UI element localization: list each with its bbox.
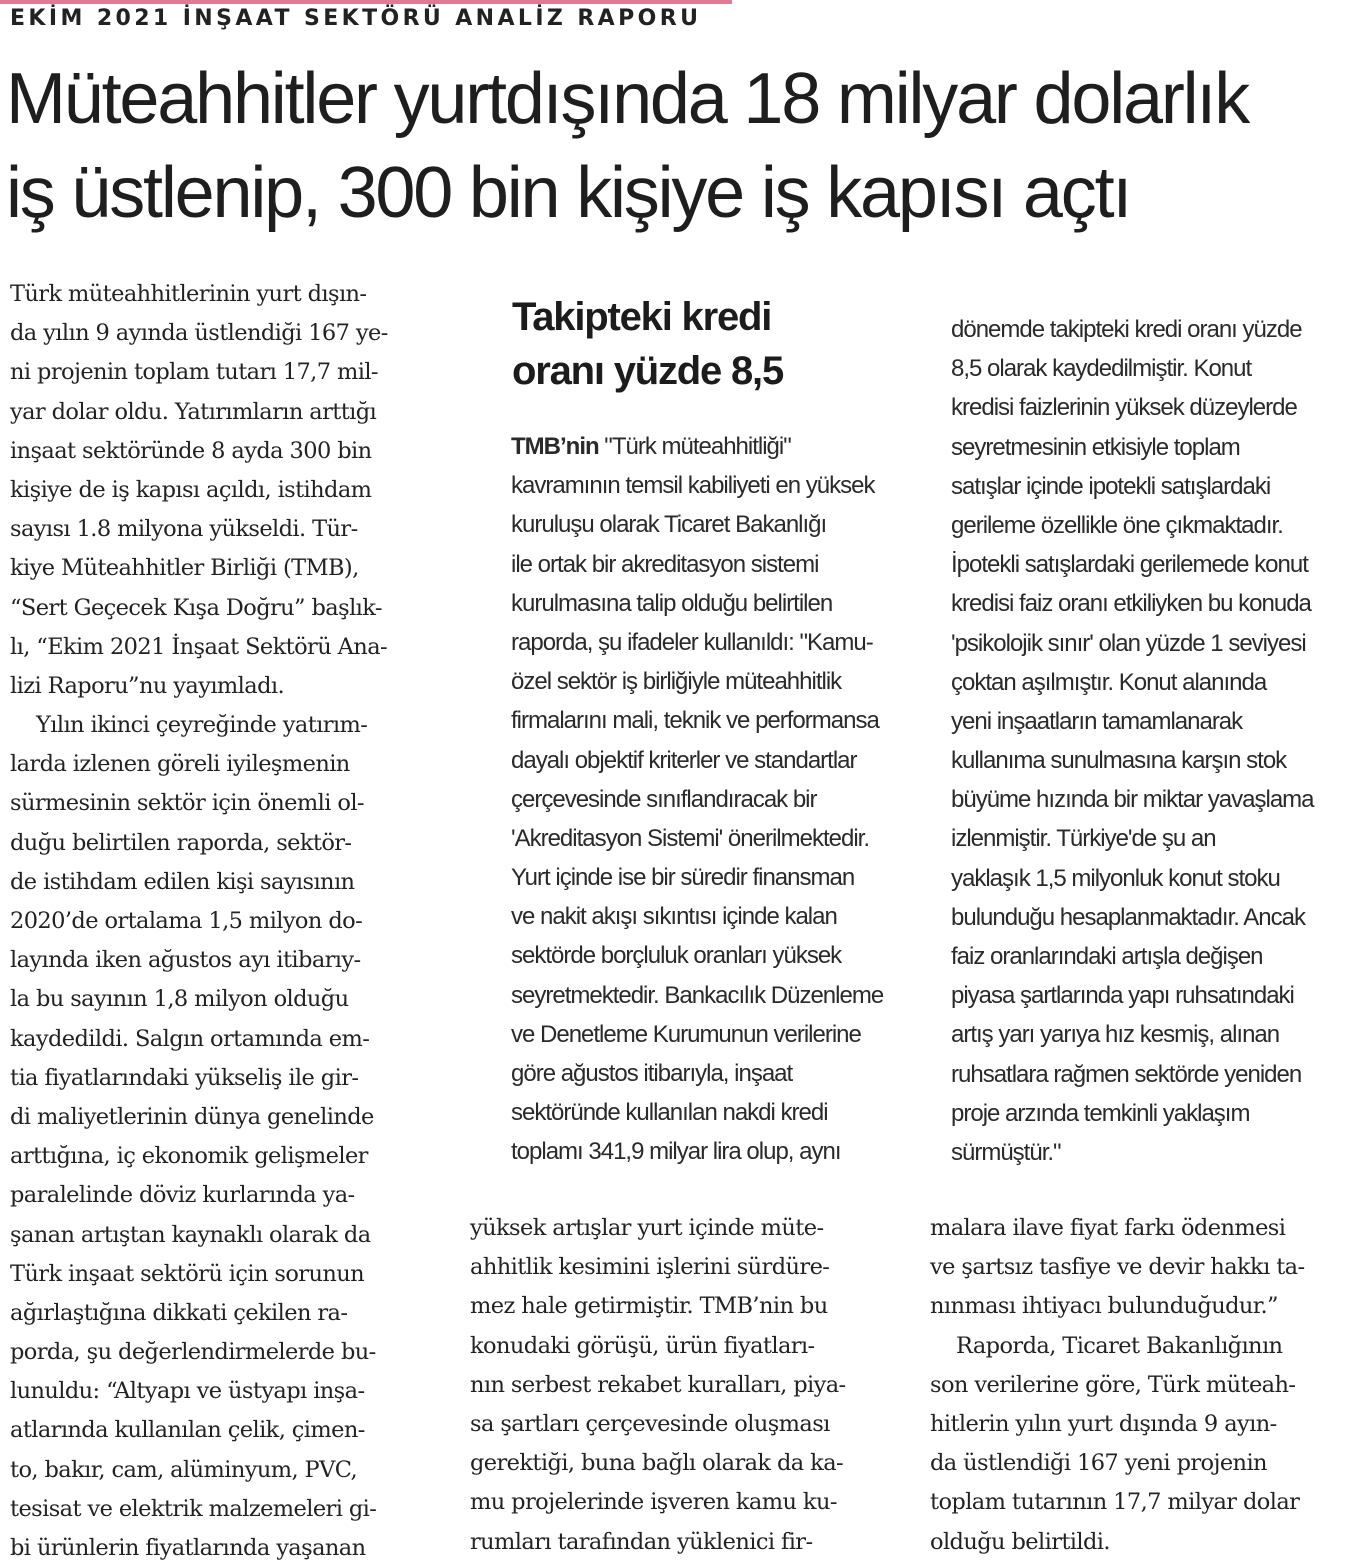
text-line: to, bakır, cam, alüminyum, PVC, [10, 1456, 358, 1483]
text-line: da yılın 9 ayında üstlendiği 167 ye- [10, 320, 388, 347]
text-line: sürmesinin sektör için önemli ol- [10, 790, 364, 817]
text-line: ahhitlik kesimini işlerini sürdüre- [470, 1254, 830, 1281]
text-line: lunuldu: “Altyapı ve üstyapı inşa- [10, 1378, 365, 1405]
text-line: konudaki görüşü, ürün fiyatları- [470, 1332, 815, 1359]
text-line: ni projenin toplam tutarı 17,7 mil- [10, 359, 378, 386]
text-line: bi ürünlerin fiyatlarında yaşanan [10, 1535, 366, 1561]
text-line: artış yarı yarıya hız kesmiş, alınan [951, 1021, 1280, 1049]
text-line: ağırlaştığına dikkati çekilen ra- [10, 1299, 348, 1326]
text-line: “Sert Geçecek Kışa Doğru” başlık- [10, 594, 382, 621]
text-line: seyretmesinin etkisiyle toplam [951, 433, 1240, 461]
text-line: 'psikolojik sınır' olan yüzde 1 seviyesi [951, 629, 1306, 657]
text-line: büyüme hızında bir miktar yavaşlama [951, 786, 1314, 814]
text-line: yaklaşık 1,5 milyonluk konut stoku [951, 864, 1280, 892]
text-line: lı, “Ekim 2021 İnşaat Sektörü Ana- [10, 633, 388, 660]
article-column-1 [10, 275, 436, 1568]
text-line: kuruluşu olarak Ticaret Bakanlığı [511, 511, 827, 539]
text-line: göre ağustos itibarıyla, inşaat [511, 1060, 793, 1087]
text-line: duğu belirtilen raporda, sektör- [10, 829, 352, 856]
text-line: piyasa şartlarında yapı ruhsatındaki [951, 982, 1294, 1010]
text-line: gerektiği, buna bağlı olarak da ka- [470, 1450, 844, 1477]
text-line: Türk inşaat sektörü için sorunun [10, 1260, 365, 1287]
text-line: İpotekli satışlardaki gerilemede konut [951, 551, 1308, 579]
text-line: dönemde takipteki kredi oranı yüzde [951, 316, 1302, 343]
text-line: de istihdam edilen kişi sayısının [10, 868, 355, 895]
text-line: olduğu belirtildi. [930, 1528, 1110, 1555]
headline-line: iş üstlenip, 300 bin kişiye iş kapısı açtı [6, 153, 1131, 233]
text-line: nın serbest rekabet kuralları, piya- [470, 1371, 846, 1398]
text-line: satışlar içinde ipotekli satışlardaki [951, 472, 1271, 500]
kicker-accent-bar [0, 0, 732, 4]
text-line: kullanıma sunulmasına karşın stok [951, 747, 1287, 775]
text-line: gerileme özellikle öne çıkmaktadır. [951, 511, 1283, 539]
text-line: sayısı 1.8 milyona yükseldi. Tür- [10, 516, 358, 543]
box-column-left [511, 427, 931, 1172]
text-line: mez hale getirmiştir. TMB’nin bu [470, 1293, 828, 1320]
kicker: EKİM 2021 İNŞAAT SEKTÖRÜ ANALİZ RAPORU [10, 6, 702, 31]
text-line: atlarında kullanılan çelik, çimen- [10, 1417, 365, 1444]
text-fragment: "Türk müteahhitliği" [598, 433, 791, 460]
text-line: ve nakit akışı sıkıntısı içinde kalan [511, 903, 837, 931]
text-line: ile ortak bir akreditasyon sistemi [511, 550, 819, 578]
text-line [511, 427, 931, 466]
text-line: sürmüştür." [951, 1138, 1061, 1166]
text-line: tia fiyatlarındaki yükseliş ile gir- [10, 1064, 359, 1091]
text-line: çerçevesinde sınıflandıracak bir [511, 785, 817, 813]
text-line: malara ilave fiyat farkı ödenmesi [930, 1215, 1286, 1241]
text-line: layında iken ağustos ayı itibarıy- [10, 947, 361, 974]
text-line: son verilerine göre, Türk müteah- [930, 1371, 1296, 1398]
text-line: kavramının temsil kabiliyeti en yüksek [511, 472, 875, 500]
text-line: mu projelerinde işveren kamu ku- [470, 1489, 837, 1516]
text-line: arttığına, iç ekonomik gelişmeler [10, 1143, 368, 1170]
text-line: lizi Raporu”nu yayımladı. [10, 672, 285, 699]
text-line: raporda, şu ifadeler kullanıldı: "Kamu- [511, 628, 873, 656]
text-line: 'Akreditasyon Sistemi' önerilmektedir. [511, 824, 869, 852]
article-column-2 [470, 1209, 900, 1562]
text-line: ruhsatlara rağmen sektörde yeniden [951, 1060, 1302, 1088]
box-column-right [951, 310, 1351, 1172]
text-line: izlenmiştir. Türkiye'de şu an [951, 825, 1216, 853]
text-line: larda izlenen göreli iyileşmenin [10, 751, 350, 778]
text-line: paralelinde döviz kurlarında ya- [10, 1182, 355, 1209]
text-line: 8,5 olarak kaydedilmiştir. Konut [951, 355, 1252, 383]
text-line: ve şartsız tasfiye ve devir hakkı ta- [930, 1254, 1305, 1281]
text-line: da üstlendiği 167 yeni projenin [930, 1450, 1267, 1477]
text-line: firmalarını mali, teknik ve performansa [511, 707, 879, 735]
text-line: Yılın ikinci çeyreğinde yatırım- [36, 712, 368, 739]
text-line: seyretmektedir. Bankacılık Düzenleme [511, 981, 884, 1009]
text-line: faiz oranlarındaki artışla değişen [951, 943, 1263, 970]
text-line: kredisi faiz oranı etkiliyken bu konuda [951, 590, 1311, 618]
text-line: proje arzında temkinli yaklaşım [951, 1099, 1250, 1127]
text-line: özel sektör iş birliğiyle müteahhitlik [511, 668, 842, 696]
text-line: kişiye de iş kapısı açıldı, istihdam [10, 476, 372, 503]
text-line: tesisat ve elektrik malzemeleri gi- [10, 1495, 377, 1522]
headline-line: Müteahhitler yurtdışında 18 milyar dolarlık [6, 59, 1249, 139]
text-line: kurulmasına talip olduğu belirtilen [511, 589, 833, 617]
text-line: çoktan aşılmıştır. Konut alanında [951, 668, 1267, 696]
text-line: rumları tarafından yüklenici fir- [470, 1528, 813, 1555]
article-column-3 [930, 1209, 1355, 1562]
text-line: sektöründe kullanılan nakdi kredi [511, 1099, 828, 1127]
text-line: yar dolar oldu. Yatırımların arttığı [10, 398, 377, 425]
text-line: di maliyetlerinin dünya genelinde [10, 1103, 374, 1130]
text-line: toplamı 341,9 milyar lira olup, aynı [511, 1138, 841, 1166]
subhead-line: oranı yüzde 8,5 [512, 349, 783, 393]
text-line: hitlerin yılın yurt dışında 9 ayın- [930, 1410, 1277, 1437]
text-line: kiye Müteahhitler Birliği (TMB), [10, 555, 359, 582]
subhead-line: Takipteki kredi [512, 295, 772, 339]
text-line: nınması ihtiyacı bulunduğudur.” [930, 1293, 1278, 1320]
text-line: ve Denetleme Kurumunun verilerine [511, 1020, 861, 1048]
text-line: Türk müteahhitlerinin yurt dışın- [10, 281, 367, 307]
headline [6, 52, 1356, 240]
text-line: toplam tutarının 17,7 milyar dolar [930, 1489, 1300, 1516]
text-line: kredisi faizlerinin yüksek düzeylerde [951, 394, 1297, 422]
text-line: dayalı objektif kriterler ve standartlar [511, 746, 857, 774]
text-line: bulunduğu hesaplanmaktadır. Ancak [951, 903, 1305, 931]
text-line: la bu sayının 1,8 milyon olduğu [10, 986, 349, 1013]
text-line: sa şartları çerçevesinde oluşması [470, 1410, 830, 1437]
text-line: porda, şu değerlendirmelerde bu- [10, 1339, 376, 1366]
text-line: yeni inşaatların tamamlanarak [951, 707, 1243, 735]
text-line: şanan artıştan kaynaklı olarak da [10, 1221, 371, 1248]
lead-in: TMB’nin [511, 433, 599, 460]
text-line: yüksek artışlar yurt içinde müte- [470, 1215, 824, 1241]
text-line: Yurt içinde ise bir süredir finansman [511, 864, 855, 892]
box-subhead [512, 290, 783, 398]
text-line: Raporda, Ticaret Bakanlığının [956, 1332, 1283, 1359]
text-line: 2020’de ortalama 1,5 milyon do- [10, 908, 363, 934]
text-line: inşaat sektöründe 8 ayda 300 bin [10, 437, 372, 464]
text-line: kaydedildi. Salgın ortamında em- [10, 1025, 370, 1052]
text-line: sektörde borçluluk oranları yüksek [511, 942, 842, 970]
